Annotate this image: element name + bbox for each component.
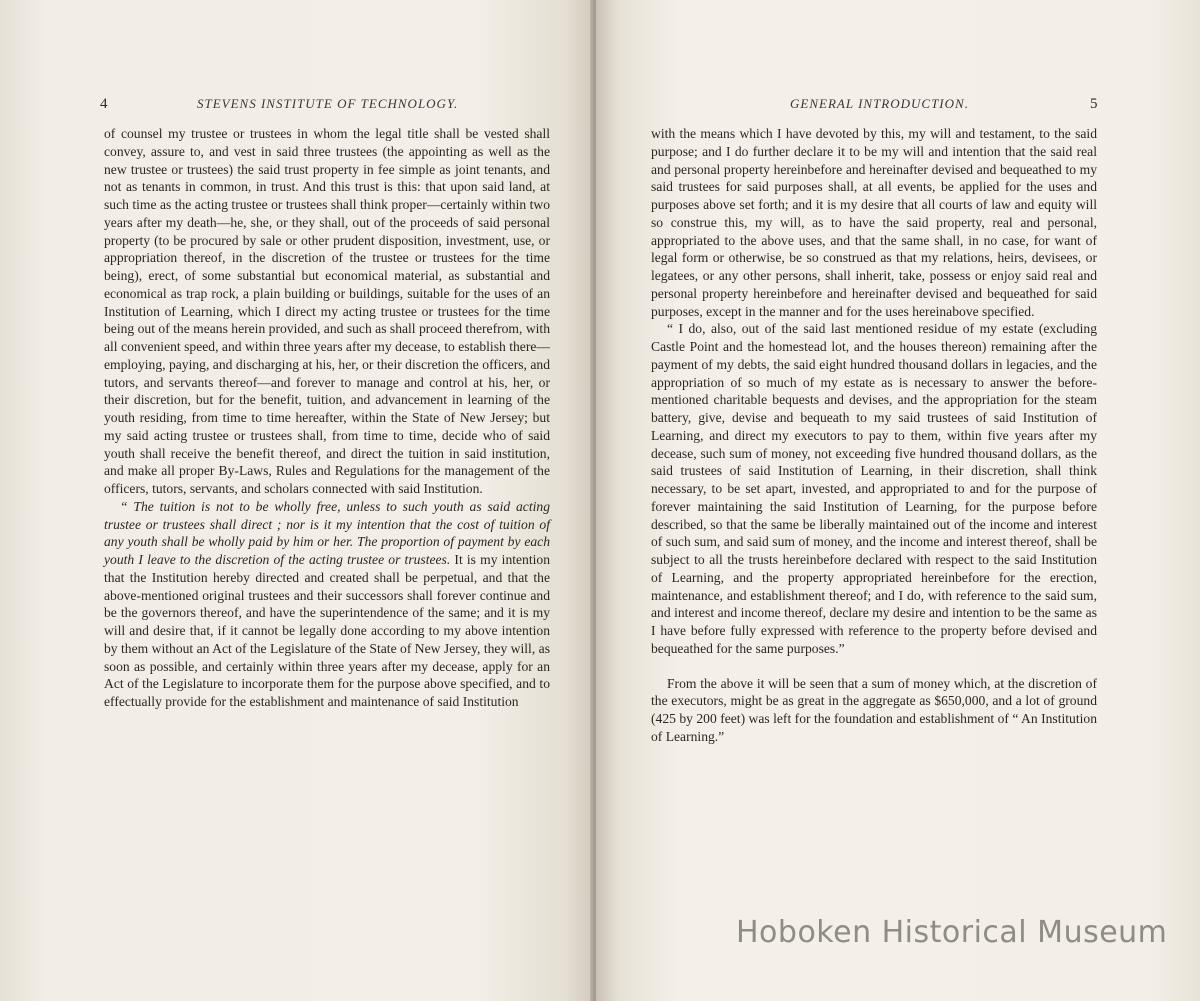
museum-watermark: Hoboken Historical Museum bbox=[736, 915, 1168, 950]
right-page bbox=[596, 0, 1200, 1001]
right-paragraph-2: “ I do, also, out of the said last mentioned residue of my estate (excluding Castle Point and the homestead lot, and the houses thereon) remaining after the payment of my debts, the said eight hundred thousand dollars in legacies, and the appropriation of so much of my estate as is necessary to answer the before-mentioned charitable bequests and devises, and the appropriation for the steam battery, give, devise and bequeath to my said trustees of said Institution of Learning, and direct my executors to pay to them, within five years after my decease, such sum of money, not exceeding five hundred thousand dollars, as the said trustees of said Institution of Learning, in their discretion, shall think necessary, to be set apart, invested, and appropriated to and for the purpose of forever maintaining the said Institution of Learning, for the purpose before described, so that the same be liberally maintained out of the income and interest of such sum, and said sum of money, and the income and interest thereof, shall be subject to all the trusts hereinbefore declared with respect to the said Institution of Learning, and the property appropriated hereinbefore for the erection, maintenance, and establishment thereof; and I do, with reference to the said sum, and interest and income thereof, declare my desire and intention to be the same as I have before fully expressed with reference to the property before devised and bequeathed for the same purposes.” bbox=[651, 321, 1097, 656]
page-number-right: 5 bbox=[1090, 96, 1098, 112]
left-paragraph-2 bbox=[104, 498, 550, 711]
running-head-left: STEVENS INSTITUTE OF TECHNOLOGY. bbox=[197, 96, 459, 111]
running-head-right: GENERAL INTRODUCTION. bbox=[790, 96, 969, 111]
right-paragraph-3: From the above it will be seen that a sum of money which, at the discretion of the executors, might be as great in the aggregate as $650,000, and a lot of ground (425 by 200 feet) was left for the foundation and establishment of “ An Institution of Learning.” bbox=[651, 675, 1097, 744]
left-page-text bbox=[104, 125, 550, 711]
left-paragraph-1: of counsel my trustee or trustees in whom the legal title shall be vested shall convey, assure to, and vest in said three trustees (the appointing as well as the new trustee or trustees) the said trust property in fee simple as joint tenants, and not as tenants in common, in trust. And this trust is this: that upon said land, at such time as the acting trustee or trustees shall think proper—certainly within two years after my death—he, she, or they shall, out of the proceeds of said personal property (to be procured by sale or other prudent disposition, investment, use, or appropriation thereof, in the discretion of the trustee or trustees for the time being), erect, of some substantial but economical material, as substantial and economical as trap rock, a plain building or buildings, suitable for the uses of an Institution of Learning, which I direct my acting trustee or trustees for the time being out of the means herein provided, and such as shall proceed therefrom, with all convenient speed, and within three years after my decease, to establish there—employing, paying, and discharging at his, her, or their discretion the officers, and tutors, and servants thereof—and forever to manage and control at his, her, or their discretion, but for the benefit, tuition, and advancement in learning of the youth residing, from time to time hereafter, within the State of New Jersey; but my said acting trustee or trustees shall, from time to time, decide who of said youth shall receive the benefit thereof, and direct the tuition in said institution, and make all proper By-Laws, Rules and Regulations for the management of the officers, tutors, servants, and scholars connected with said Institution. bbox=[104, 126, 550, 496]
left-page bbox=[0, 0, 596, 1001]
left-paragraph-2-italic: “ The tuition is not to be wholly free, unless to such youth as said acting trustee or trustees shall direct ; nor is it my intention that the cost of tuition of any youth shall be wholly paid by him or her. The proportion of payment by each youth I leave to the discretion of the acting trustee or trustees. bbox=[104, 498, 550, 567]
right-page-text bbox=[651, 125, 1097, 746]
left-paragraph-2-roman: It is my intention that the Institution hereby directed and created shall be perpetual, and that the above-mentioned original trustees and their successors shall forever continue and be the governors thereof, and have the superintendence of the same; and it is my will and desire that, if it cannot be legally done according to my above intention by them without an Act of the Legislature of the State of New Jersey, they will, as soon as possible, and certainly within three years after my decease, apply for an Act of the Legislature to incorporate them for the purpose above specified, and to effectually provide for the establishment and maintenance of said Institution bbox=[104, 552, 550, 709]
right-paragraph-1: with the means which I have devoted by this, my will and testament, to the said purpose; and I do further declare it to be my will and intention that the said real and personal property hereinbefore and hereinafter devised and bequeathed to my said trustees for said purposes shall, at all events, be applied for the uses and purposes above set forth; and it is my desire that all courts of law and equity will so construe this, my will, as to have the said property, real and personal, appropriated to the above uses, and that the same shall, in no case, for want of legal form or otherwise, be so construed as that my relations, heirs, devisees, or legatees, or any other persons, shall inherit, take, possess or enjoy said real and personal property hereinbefore and hereinafter devised and bequeathed for said purposes, except in the manner and for the uses hereinabove specified. bbox=[651, 126, 1097, 319]
page-number-left: 4 bbox=[100, 96, 108, 112]
